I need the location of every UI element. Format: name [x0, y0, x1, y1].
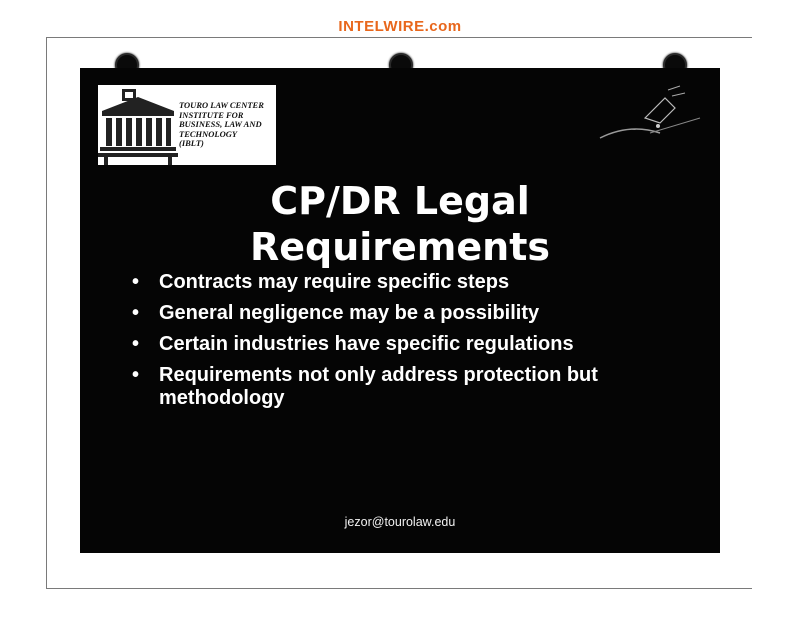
bullet-text: General negligence may be a possibility	[159, 302, 540, 324]
bullet-icon: •	[132, 364, 140, 386]
bullet-icon: •	[132, 302, 140, 324]
list-item	[132, 364, 692, 410]
logo-line: INSTITUTE FOR	[179, 109, 244, 120]
page-border-left	[46, 37, 47, 589]
bullet-text: Certain industries have specific regulations	[159, 333, 574, 355]
decorative-sketch-icon	[590, 78, 710, 168]
intelwire-watermark[interactable]: INTELWIRE.com	[338, 18, 462, 35]
logo-text	[179, 101, 274, 149]
page-border-top	[46, 37, 752, 38]
bullet-text: Contracts may require specific steps	[159, 271, 510, 293]
touro-law-logo	[98, 85, 276, 165]
list-item	[132, 302, 692, 325]
slide-title-line: Requirements	[249, 225, 551, 269]
logo-line: TOURO LAW CENTER	[179, 100, 264, 110]
bullet-icon: •	[132, 271, 140, 293]
logo-line: (IBLT)	[179, 138, 204, 148]
logo-line: BUSINESS, LAW AND	[179, 119, 262, 129]
contact-email: jezor@tourolaw.edu	[344, 515, 456, 529]
bullet-text: Requirements not only address protection but methodology	[159, 364, 598, 409]
logo-line: TECHNOLOGY	[179, 128, 238, 139]
slide-title	[80, 178, 720, 270]
page-border-bottom	[46, 588, 752, 589]
courthouse-building-icon	[98, 85, 178, 165]
bullet-icon: •	[132, 333, 140, 355]
presentation-slide	[80, 68, 720, 553]
list-item	[132, 271, 692, 294]
slide-title-line: CP/DR Legal	[270, 179, 530, 223]
bullet-list	[132, 271, 692, 418]
list-item	[132, 333, 692, 356]
